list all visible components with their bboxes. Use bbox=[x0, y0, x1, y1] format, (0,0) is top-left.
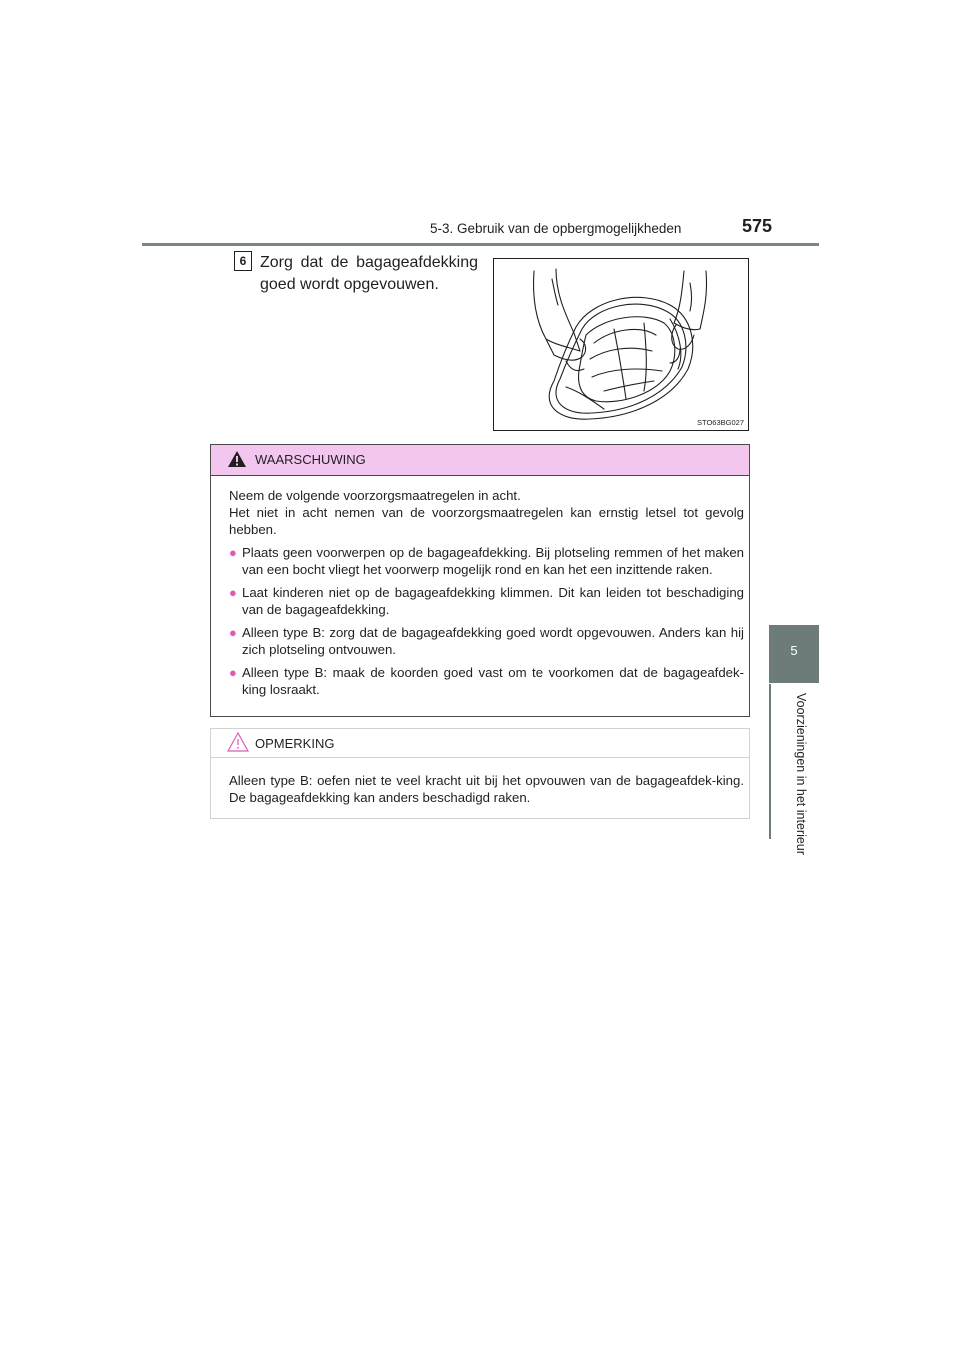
warning-bullet-text: Laat kinderen niet op de bagageafdekking klimmen. Dit kan leiden tot beschadiging van de bagageafdekking. bbox=[242, 585, 744, 617]
chapter-title: Voorzieningen in het interieur bbox=[794, 693, 808, 855]
page-number: 575 bbox=[742, 216, 773, 236]
note-text: Alleen type B: oefen niet te veel kracht uit bij het opvouwen van de bagageafdek-king. De bagageafdekking kan anders beschadigd raken. bbox=[229, 773, 744, 805]
warning-bullet bbox=[229, 664, 744, 698]
warning-title: WAARSCHUWING bbox=[255, 452, 366, 467]
warning-bullet-text: Plaats geen voorwerpen op de bagageafdekking. Bij plotseling remmen of het maken van een bocht vliegt het voorwerp mogelijk rond en kan het een inzittende raken. bbox=[242, 545, 744, 577]
note-title: OPMERKING bbox=[255, 736, 335, 751]
warning-bullet bbox=[229, 584, 744, 618]
note-box bbox=[210, 728, 750, 819]
step-number: 6 bbox=[234, 251, 252, 271]
warning-bullet-text: Alleen type B: maak de koorden goed vast om te voorkomen dat de bagageafdek-king losraakt. bbox=[242, 665, 744, 697]
warning-bullet bbox=[229, 544, 744, 578]
caution-outline-icon bbox=[227, 731, 249, 753]
note-header bbox=[211, 729, 749, 758]
bullet-dot-icon: ● bbox=[229, 585, 237, 600]
bullet-dot-icon: ● bbox=[229, 545, 237, 560]
step-text: Zorg dat de bagageafdekking goed wordt opgevouwen. bbox=[260, 254, 478, 293]
bullet-dot-icon: ● bbox=[229, 625, 237, 640]
header-rule bbox=[142, 243, 819, 246]
side-rule bbox=[769, 684, 771, 839]
chapter-number: 5 bbox=[790, 643, 798, 658]
header-section-title: 5-3. Gebruik van de opbergmogelijkheden bbox=[430, 221, 682, 236]
bullet-dot-icon: ● bbox=[229, 665, 237, 680]
warning-triangle-icon bbox=[227, 450, 247, 468]
warning-bullet bbox=[229, 624, 744, 658]
figure-code: STO63BG027 bbox=[697, 418, 744, 427]
warning-header bbox=[211, 445, 749, 476]
warning-intro: Neem de volgende voorzorgsmaatregelen in acht. Het niet in acht nemen van de voorzorgsmaatregelen kan ernstig letsel tot gevolg hebben. bbox=[229, 488, 744, 537]
chapter-tab bbox=[769, 625, 819, 683]
folding-illustration bbox=[493, 258, 749, 431]
cover-folding-drawing bbox=[494, 259, 748, 430]
warning-box bbox=[210, 444, 750, 717]
warning-bullet-text: Alleen type B: zorg dat de bagageafdekking goed wordt opgevouwen. Anders kan hij zich plotseling ontvouwen. bbox=[242, 625, 744, 657]
warning-body bbox=[229, 487, 744, 704]
